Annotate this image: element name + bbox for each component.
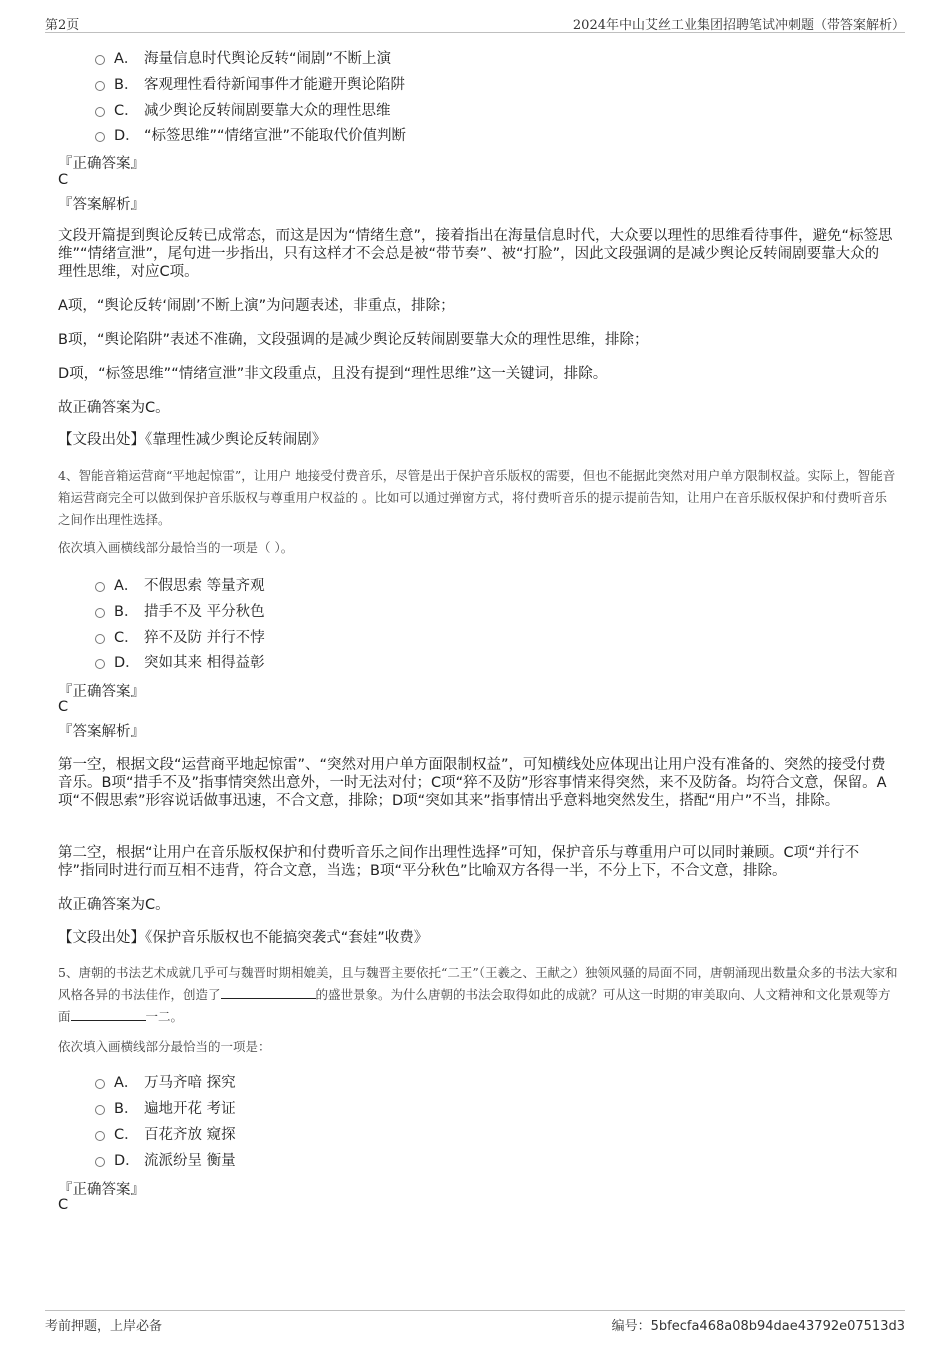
radio-icon[interactable]	[95, 132, 105, 142]
q4-answer: C	[58, 699, 69, 715]
radio-icon[interactable]	[95, 1157, 105, 1167]
radio-icon[interactable]	[95, 1131, 105, 1141]
q5-option-a[interactable]: A． 万马齐喑 探究	[95, 1071, 236, 1091]
q4-analysis-p3: 故正确答案为C。	[58, 897, 170, 913]
document-title: 2024年中山艾丝工业集团招聘笔试冲刺题（带答案解析）	[572, 18, 905, 33]
blank-1	[221, 985, 316, 999]
q3-answer-label: 『正确答案』	[58, 156, 145, 172]
q4-option-b[interactable]: B． 措手不及 平分秋色	[95, 600, 265, 620]
radio-icon[interactable]	[95, 107, 105, 117]
q4-answer-label: 『正确答案』	[58, 684, 145, 700]
radio-icon[interactable]	[95, 1105, 105, 1115]
q5-prompt: 依次填入画横线部分最恰当的一项是：	[58, 1039, 271, 1054]
q4-option-a[interactable]: A． 不假思索 等量齐观	[95, 574, 265, 594]
q5-option-d[interactable]: D． 流派纷呈 衡量	[95, 1149, 236, 1169]
q4-prompt: 依次填入画横线部分最恰当的一项是（ ）。	[58, 540, 294, 555]
q5-question-text: 5、唐朝的书法艺术成就几乎可与魏晋时期相媲美，且与魏晋主要依托“二王”（王羲之、王献之）独领风骚的局面不同，唐朝涌现出数量众多的书法大家和风格各异的书法佳作，创造了 的盛世景象。为什么唐朝的书法会取得如此的成就？可从这一时期的审美取向、人文精神和文化景观等方面 一二。	[58, 965, 898, 1024]
q3-option-c[interactable]: C． 减少舆论反转闹剧要靠大众的理性思维	[95, 99, 391, 119]
page-header	[45, 12, 905, 33]
q3-analysis-p5: 故正确答案为C。	[58, 400, 170, 416]
q5-answer-label: 『正确答案』	[58, 1182, 145, 1198]
page-number: 第2页	[45, 18, 80, 33]
q3-analysis-label: 『答案解析』	[58, 197, 145, 213]
q3-option-a[interactable]: A． 海量信息时代舆论反转“闹剧”不断上演	[95, 47, 391, 67]
radio-icon[interactable]	[95, 55, 105, 65]
q3-answer: C	[58, 172, 69, 188]
q5-option-c[interactable]: C． 百花齐放 窥探	[95, 1123, 236, 1143]
q4-option-d[interactable]: D． 突如其来 相得益彰	[95, 651, 265, 671]
q5-answer: C	[58, 1197, 69, 1213]
blank-2	[71, 1007, 146, 1021]
q4-question-text: 4、智能音箱运营商“平地起惊雷”，让用户 地接受付费音乐，尽管是出于保护音乐版权的需要，但也不能据此突然对用户单方限制权益。实际上，智能音箱运营商完全可以做到保护音乐版权与尊重用户权益的 。比如可以通过弹窗方式，将付费听音乐的提示提前告知，让用户在音乐版权保护和付费听音乐之间作出理性选择。	[58, 468, 896, 527]
q4-analysis-p1: 第一空，根据文段“运营商平地起惊雷”、“突然对用户单方面限制权益”，可知横线处应体现出让用户没有准备的、突然的接受付费音乐。B项“措手不及”指事情突然出意外，一时无法对付；C项“猝不及防”形容事情来得突然，来不及防备。均符合文意，保留。A项“不假思索”形容说话做事迅速，不合文意，排除；D项“突如其来”指事情出乎意料地突然发生，搭配“用户”不当，排除。	[58, 757, 887, 809]
q5-option-b[interactable]: B． 遍地开花 考证	[95, 1097, 236, 1117]
radio-icon[interactable]	[95, 634, 105, 644]
q3-analysis-p1: 文段开篇提到舆论反转已成常态，而这是因为“情绪生意”，接着指出在海量信息时代，大众要以理性的思维看待事件，避免“标签思维”“情绪宣泄”，尾句进一步指出，只有这样才不会总是被“带节奏”、被“打脸”，因此文段强调的是减少舆论反转闹剧要靠大众的理性思维，对应C项。	[58, 228, 893, 280]
footer-slogan: 考前押题，上岸必备	[45, 1319, 163, 1334]
radio-icon[interactable]	[95, 608, 105, 618]
q3-analysis-p4: D项，“标签思维”“情绪宣泄”非文段重点，且没有提到“理性思维”这一关键词，排除。	[58, 366, 608, 382]
document-code: 编号：5bfecfa468a08b94dae43792e07513d3	[611, 1319, 905, 1334]
q4-analysis-p2: 第二空，根据“让用户在音乐版权保护和付费听音乐之间作出理性选择”可知，保护音乐与尊重用户可以同时兼顾。C项“并行不悖”指同时进行而互相不违背，符合文意，当选；B项“平分秋色”比喻双方各得一半，不分上下，不合文意，排除。	[58, 845, 860, 879]
q4-option-c[interactable]: C． 猝不及防 并行不悖	[95, 626, 265, 646]
q4-source: 【文段出处】《保护音乐版权也不能搞突袭式“套娃”收费》	[58, 930, 429, 946]
radio-icon[interactable]	[95, 582, 105, 592]
q3-source: 【文段出处】《靠理性减少舆论反转闹剧》	[58, 432, 327, 448]
q3-option-d[interactable]: D． “标签思维”“情绪宣泄”不能取代价值判断	[95, 124, 406, 144]
q3-analysis-p3: B项，“舆论陷阱”表述不准确，文段强调的是减少舆论反转闹剧要靠大众的理性思维，排除；	[58, 332, 649, 348]
q3-analysis-p2: A项，“舆论反转‘闹剧’不断上演”为问题表述，非重点，排除；	[58, 298, 455, 314]
radio-icon[interactable]	[95, 81, 105, 91]
page-footer	[45, 1310, 905, 1333]
radio-icon[interactable]	[95, 1079, 105, 1089]
radio-icon[interactable]	[95, 659, 105, 669]
q3-option-b[interactable]: B． 客观理性看待新闻事件才能避开舆论陷阱	[95, 73, 405, 93]
q4-analysis-label: 『答案解析』	[58, 724, 145, 740]
